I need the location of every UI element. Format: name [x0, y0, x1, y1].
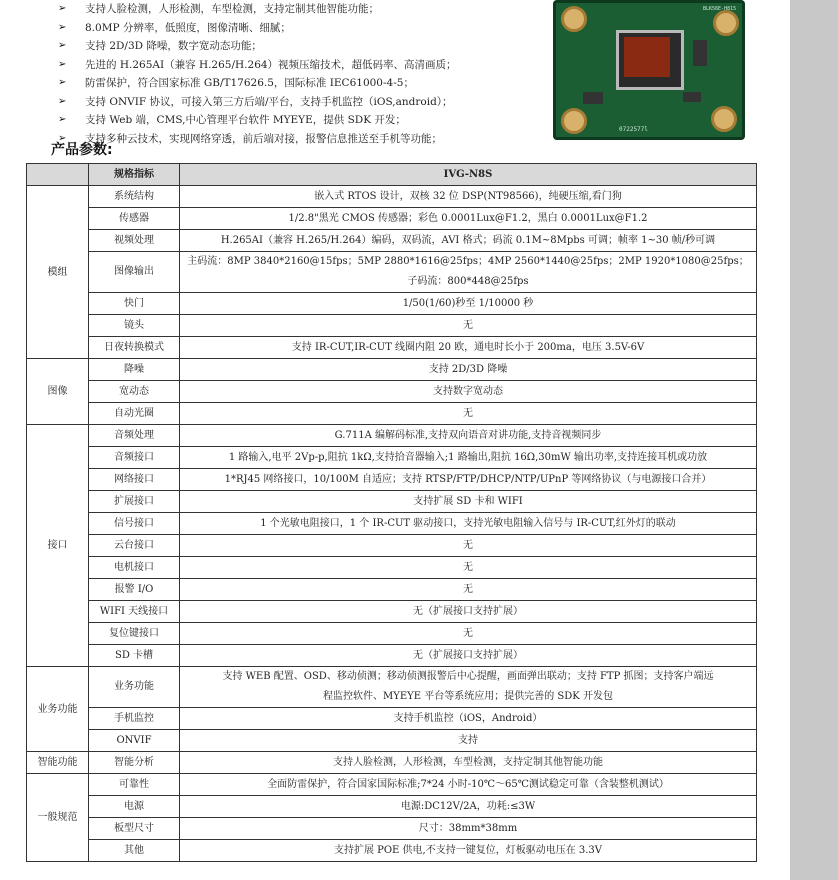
table-row: [27, 840, 757, 862]
header-model: IVG-N8S: [180, 164, 757, 186]
spec-value: 无（扩展接口支持扩展）: [180, 645, 757, 667]
bullet-arrow-icon: ➢: [58, 58, 67, 70]
table-row: [27, 469, 757, 491]
spec-value: 支持 WEB 配置、OSD、移动侦测；移动侦测报警后中心提醒，画面弹出联动；支持 FTP 抓图；支持客户端远 程监控软件、MYEYE 平台等系统应用；提供完善的 SDK 开发包: [180, 667, 757, 708]
spec-value: 支持人脸检测，人形检测，车型检测，支持定制其他智能功能: [180, 752, 757, 774]
table-row: [27, 230, 757, 252]
feature-text: 8.0MP 分辨率，低照度，图像清晰、细腻；: [85, 21, 291, 34]
table-row: [27, 535, 757, 557]
table-row: [27, 601, 757, 623]
spec-value: 无: [180, 579, 757, 601]
spec-key: 传感器: [89, 208, 180, 230]
table-row: [27, 403, 757, 425]
feature-text: 防雷保护，符合国家标准 GB/T17626.5，国际标准 IEC61000-4-5；: [85, 77, 414, 89]
spec-key: 网络接口: [89, 469, 180, 491]
bullet-arrow-icon: ➢: [58, 114, 67, 125]
spec-value: 支持数字宽动态: [180, 381, 757, 403]
bullet-arrow-icon: ➢: [58, 132, 67, 144]
spec-value: 支持 2D/3D 降噪: [180, 359, 757, 381]
spec-key: 图像输出: [89, 252, 180, 293]
spec-value: H.265AI（兼容 H.265/H.264）编码，双码流，AVI 格式；码流 0.1M~8Mpbs 可调；帧率 1~30 帧/秒可调: [180, 230, 757, 252]
spec-value: 支持 IR-CUT,IR-CUT 线圈内阻 20 欧，通电时长小于 200ma，电压 3.5V-6V: [180, 337, 757, 359]
params-title: 产品参数:: [51, 142, 113, 158]
table-row: [27, 579, 757, 601]
table-row: [27, 730, 757, 752]
spec-key: 电机接口: [89, 557, 180, 579]
spec-key: 板型尺寸: [89, 818, 180, 840]
table-row: [27, 447, 757, 469]
board-label-2: BLK56E-H815: [703, 6, 737, 12]
group-label: 模组: [27, 186, 89, 359]
feature-text: 支持 ONVIF 协议，可接入第三方后端/平台，支持手机监控（iOS,android）；: [85, 95, 453, 108]
right-gray-margin: [790, 0, 838, 880]
spec-key: WIFI 天线接口: [89, 601, 180, 623]
spec-key: 智能分析: [89, 752, 180, 774]
spec-value: 无: [180, 623, 757, 645]
group-label: 接口: [27, 425, 89, 667]
spec-key: 降噪: [89, 359, 180, 381]
spec-key: 电源: [89, 796, 180, 818]
spec-key: 手机监控: [89, 708, 180, 730]
spec-value: 主码流：8MP 3840*2160@15fps；5MP 2880*1616@25fps；4MP 2560*1440@25fps；2MP 1920*1080@25fps； 子码流：800*448@25fps: [180, 252, 757, 293]
spec-key: 快门: [89, 293, 180, 315]
feature-text: 支持 2D/3D 降噪，数字宽动态功能；: [85, 40, 262, 52]
spec-value: 无: [180, 403, 757, 425]
group-label: 图像: [27, 359, 89, 425]
table-row: [27, 315, 757, 337]
spec-key: 音频处理: [89, 425, 180, 447]
bullet-arrow-icon: ➢: [58, 95, 67, 107]
feature-item: [58, 37, 548, 56]
table-row: [27, 491, 757, 513]
spec-value: 无（扩展接口支持扩展）: [180, 601, 757, 623]
feature-text: 先进的 H.265AI（兼容 H.265/H.264）视频压缩技术，超低码率、高清画质；: [85, 58, 457, 71]
spec-key: 视频处理: [89, 230, 180, 252]
feature-item: [58, 0, 548, 19]
spec-key: 云台接口: [89, 535, 180, 557]
spec-key: ONVIF: [89, 730, 180, 752]
bullet-arrow-icon: ➢: [58, 40, 67, 51]
spec-value: 支持扩展 POE 供电,不支持一键复位，灯板驱动电压在 3.3V: [180, 840, 757, 862]
feature-item: [58, 19, 548, 38]
spec-key: 自动光圈: [89, 403, 180, 425]
board-label: 0722577l: [619, 126, 648, 133]
table-row: [27, 645, 757, 667]
table-row: [27, 359, 757, 381]
table-row: [27, 208, 757, 230]
feature-item: [58, 93, 548, 112]
spec-value: G.711A 编解码标准,支持双向语音对讲功能,支持音视频同步: [180, 425, 757, 447]
table-row: [27, 796, 757, 818]
header-spec: 规格指标: [89, 164, 180, 186]
table-row: [27, 557, 757, 579]
spec-value: 支持手机监控（iOS，Android）: [180, 708, 757, 730]
spec-value: 无: [180, 315, 757, 337]
spec-key: 镜头: [89, 315, 180, 337]
spec-key: 其他: [89, 840, 180, 862]
spec-table: [26, 163, 757, 862]
spec-value: 1*RJ45 网络接口，10/100M 自适应；支持 RTSP/FTP/DHCP/NTP/UPnP 等网络协议（与电源接口合并）: [180, 469, 757, 491]
table-row: [27, 667, 757, 708]
table-row: [27, 252, 757, 293]
table-row: [27, 337, 757, 359]
table-row: [27, 186, 757, 208]
bullet-arrow-icon: ➢: [58, 3, 67, 14]
group-label: 智能功能: [27, 752, 89, 774]
feature-item: [58, 130, 548, 149]
spec-key: 扩展接口: [89, 491, 180, 513]
table-row: [27, 774, 757, 796]
group-label: 业务功能: [27, 667, 89, 752]
feature-list: [58, 0, 548, 148]
table-row: [27, 708, 757, 730]
group-label: 一般规范: [27, 774, 89, 862]
table-header-row: [27, 164, 757, 186]
feature-text: 支持 Web 端，CMS,中心管理平台软件 MYEYE，提供 SDK 开发；: [85, 114, 406, 126]
spec-key: 信号接口: [89, 513, 180, 535]
spec-key: 复位键接口: [89, 623, 180, 645]
spec-key: 宽动态: [89, 381, 180, 403]
spec-value: 无: [180, 557, 757, 579]
bullet-arrow-icon: ➢: [58, 21, 67, 33]
spec-key: 报警 I/O: [89, 579, 180, 601]
spec-value: 1 个光敏电阻接口，1 个 IR-CUT 驱动接口，支持光敏电阻输入信号与 IR-CUT,红外灯的联动: [180, 513, 757, 535]
spec-value: 1/50(1/60)秒至 1/10000 秒: [180, 293, 757, 315]
spec-value: 1 路输入,电平 2Vp-p,阻抗 1kΩ,支持拾音器输入;1 路输出,阻抗 16Ω,30mW 输出功率,支持连接耳机或功放: [180, 447, 757, 469]
spec-key: 系统结构: [89, 186, 180, 208]
table-row: [27, 623, 757, 645]
spec-value: 支持扩展 SD 卡和 WIFI: [180, 491, 757, 513]
spec-key: SD 卡槽: [89, 645, 180, 667]
camera-board-photo: [553, 0, 745, 140]
table-row: [27, 293, 757, 315]
spec-key: 可靠性: [89, 774, 180, 796]
spec-value: 全面防雷保护，符合国家国际标准;7*24 小时-10℃～65℃测试稳定可靠（含装整机测试）: [180, 774, 757, 796]
feature-text: 支持多种云技术，实现网络穿透，前后端对接，报警信息推送至手机等功能；: [85, 132, 442, 145]
feature-item: [58, 56, 548, 75]
table-row: [27, 381, 757, 403]
spec-key: 音频接口: [89, 447, 180, 469]
spec-value: 1/2.8"黑光 CMOS 传感器；彩色 0.0001Lux@F1.2，黑白 0.0001Lux@F1.2: [180, 208, 757, 230]
table-row: [27, 752, 757, 774]
bullet-arrow-icon: ➢: [58, 77, 67, 88]
spec-value: 电源:DC12V/2A，功耗:≤3W: [180, 796, 757, 818]
table-row: [27, 818, 757, 840]
feature-item: [58, 74, 548, 93]
spec-key: 日夜转换模式: [89, 337, 180, 359]
spec-value: 嵌入式 RTOS 设计，双核 32 位 DSP(NT98566)，纯硬压缩,看门狗: [180, 186, 757, 208]
table-row: [27, 513, 757, 535]
feature-text: 支持人脸检测，人形检测，车型检测，支持定制其他智能功能；: [85, 3, 379, 15]
table-row: [27, 425, 757, 447]
header-blank: [27, 164, 89, 186]
spec-value: 支持: [180, 730, 757, 752]
spec-value: 无: [180, 535, 757, 557]
spec-value: 尺寸：38mm*38mm: [180, 818, 757, 840]
feature-item: [58, 111, 548, 130]
spec-key: 业务功能: [89, 667, 180, 708]
